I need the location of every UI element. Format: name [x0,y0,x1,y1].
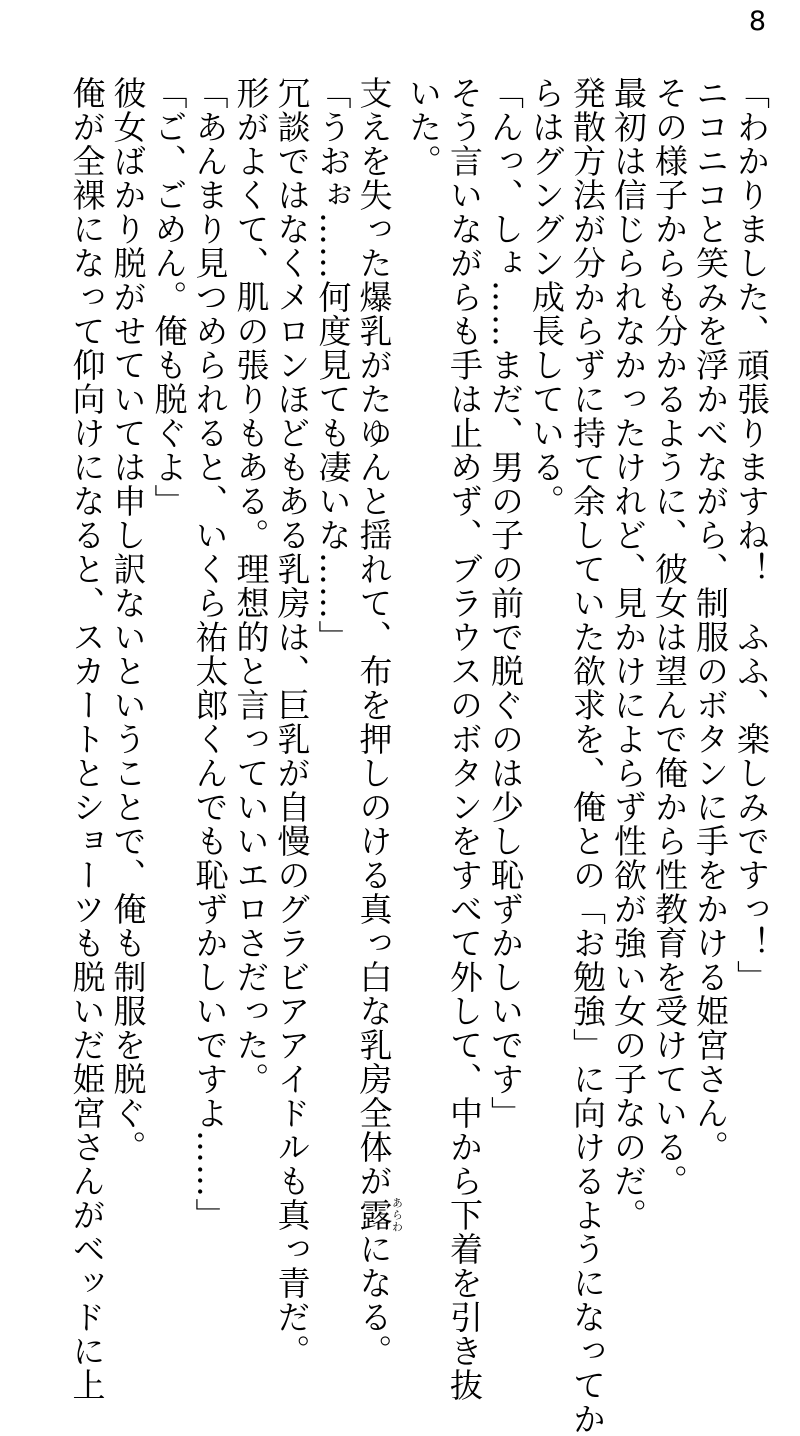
text-column-16: 彼女ばかり脱がせていては申し訳ないということで、俺も制服を脱ぐ。 [108,76,148,1164]
vertical-body-text [67,76,773,1436]
text-column-2: ニコニコと笑みを浮かべながら、制服のボタンに手をかける姫宮さん。 [691,76,730,1164]
text-column-11: 「うおぉ……何度見ても凄いな……」 [313,76,353,654]
text-column-9: いた。 [404,76,443,178]
text-column-7: 「んっ、しょ……まだ、男の子の前で脱ぐのは少し恥ずかしいです」 [486,76,525,1130]
page-number: 8 [748,6,766,37]
text-column-14: 「あんまり見つめられると、いくら祐太郎くんでも恥ずかしいですよ……」 [190,76,230,1232]
ruby-base: 露 [354,1197,394,1233]
text-column-12: 冗談ではなくメロンほどもある乳房は、巨乳が自慢のグラビアアイドルも真っ青だ。 [272,76,312,1368]
text-column-1: 「わかりました、頑張りますね！ ふふ、楽しみですっ！」 [732,76,771,994]
text-column-10-tail: になる。 [354,1232,394,1368]
text-column-3: その様子からも分かるように、彼女は望んで俺から性教育を受けている。 [650,76,689,1198]
text-column-8: そう言いながらも手は止めず、ブラウスのボタンをすべて外して、中から下着を引き抜 [445,76,484,1402]
text-column-4: 最初は信じられなかったけれど、見かけによらず性欲が強い女の子なのだ。 [609,76,648,1232]
text-column-13: 形がよくて、肌の張りもある。理想的と言っていいエロさだった。 [231,76,271,1096]
text-column-6: らはグングン成長している。 [527,76,566,518]
text-column-10 [354,76,404,1368]
ruby-word [354,1197,404,1233]
text-column-15: 「ご、ごめん。俺も脱ぐよ」 [149,76,189,518]
text-column-17: 俺が全裸になって仰向けになると、スカートとショーツも脱いだ姫宮さんがベッドに上 [67,76,107,1402]
text-column-5: 発散方法が分からずに持て余していた欲求を、俺との「お勉強」に向けるようになってか [568,76,607,1436]
ruby-reading: あらわ [390,1197,404,1233]
text-column-10-lead: 支えを失った爆乳がたゆんと揺れて、布を押しのける真っ白な乳房全体が [354,76,394,1198]
